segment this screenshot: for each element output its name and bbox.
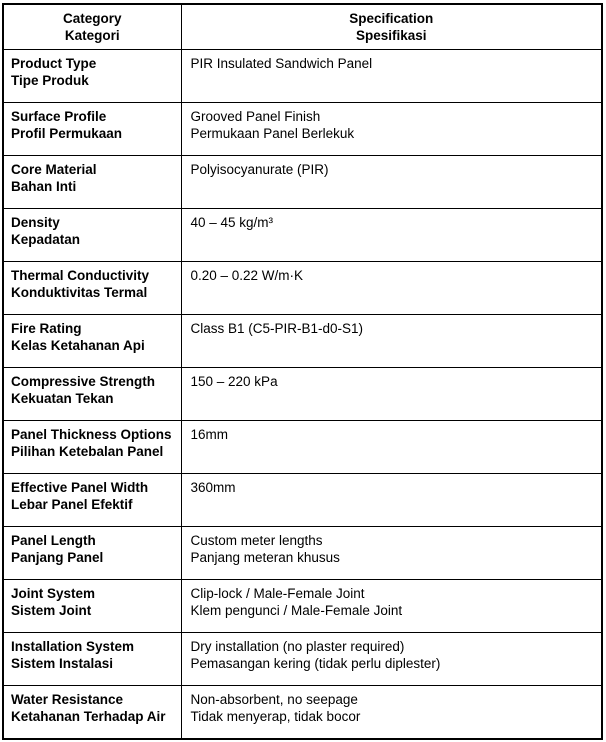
spec-line-1: PIR Insulated Sandwich Panel [190, 56, 373, 71]
category-label-en: Thermal Conductivity [11, 268, 150, 283]
spec-cell [181, 103, 602, 156]
category-cell [3, 262, 181, 315]
category-label-id: Profil Permukaan [11, 126, 123, 141]
table-row [3, 50, 602, 103]
spec-line-1: Class B1 (C5-PIR-B1-d0-S1) [190, 321, 364, 336]
category-label-id: Ketahanan Terhadap Air [11, 709, 166, 724]
category-label-en: Effective Panel Width [11, 480, 149, 495]
category-label-id: Tipe Produk [11, 73, 89, 88]
category-label-en: Density [11, 215, 60, 230]
spec-line-2: Pemasangan kering (tidak perlu diplester) [190, 656, 441, 671]
category-label-en: Panel Thickness Options [11, 427, 172, 442]
table-row [3, 527, 602, 580]
spec-line-1: Non-absorbent, no seepage [190, 692, 358, 707]
table-row [3, 633, 602, 686]
category-cell [3, 103, 181, 156]
category-label-id: Kelas Ketahanan Api [11, 338, 145, 353]
header-specification-en: Specification [349, 11, 434, 26]
category-label-id: Sistem Instalasi [11, 656, 114, 671]
category-cell [3, 50, 181, 103]
category-label-en: Core Material [11, 162, 97, 177]
spec-line-2: Tidak menyerap, tidak bocor [190, 709, 361, 724]
header-specification-cell [181, 4, 602, 50]
category-label-id: Kekuatan Tekan [11, 391, 114, 406]
category-label-en: Installation System [11, 639, 135, 654]
table-row [3, 686, 602, 740]
header-category-cell [3, 4, 181, 50]
table-row [3, 156, 602, 209]
category-label-en: Joint System [11, 586, 96, 601]
spec-line-1: Dry installation (no plaster required) [190, 639, 405, 654]
category-label-en: Compressive Strength [11, 374, 156, 389]
spec-cell [181, 527, 602, 580]
category-label-id: Pilihan Ketebalan Panel [11, 444, 164, 459]
spec-cell [181, 580, 602, 633]
spec-line-1: 360mm [190, 480, 236, 495]
header-category-en: Category [62, 11, 122, 26]
category-label-id: Sistem Joint [11, 603, 92, 618]
header-specification-id: Spesifikasi [355, 28, 427, 43]
table-row [3, 580, 602, 633]
spec-line-1: Polyisocyanurate (PIR) [190, 162, 329, 177]
table-row [3, 421, 602, 474]
spec-line-2: Klem pengunci / Male-Female Joint [190, 603, 403, 618]
category-label-id: Kepadatan [11, 232, 81, 247]
spec-cell [181, 368, 602, 421]
spec-cell [181, 50, 602, 103]
table-row [3, 315, 602, 368]
spec-table [2, 3, 603, 740]
spec-cell [181, 686, 602, 740]
spec-cell [181, 421, 602, 474]
spec-line-1: Custom meter lengths [190, 533, 323, 548]
category-label-en: Panel Length [11, 533, 96, 548]
category-cell [3, 686, 181, 740]
category-label-en: Fire Rating [11, 321, 82, 336]
spec-line-2: Panjang meteran khusus [190, 550, 340, 565]
spec-cell [181, 474, 602, 527]
category-cell [3, 474, 181, 527]
category-cell [3, 633, 181, 686]
category-label-id: Bahan Inti [11, 179, 77, 194]
table-body [3, 50, 602, 740]
category-cell [3, 156, 181, 209]
spec-line-1: 40 – 45 kg/m³ [190, 215, 274, 230]
spec-line-1: Grooved Panel Finish [190, 109, 321, 124]
spec-line-1: Clip-lock / Male-Female Joint [190, 586, 365, 601]
header-category-id: Kategori [64, 28, 120, 43]
table-row [3, 209, 602, 262]
spec-cell [181, 633, 602, 686]
table-row [3, 368, 602, 421]
spec-cell [181, 262, 602, 315]
category-cell [3, 368, 181, 421]
spec-cell [181, 209, 602, 262]
header-row [3, 4, 602, 50]
spec-line-1: 16mm [190, 427, 229, 442]
table-row [3, 262, 602, 315]
category-cell [3, 527, 181, 580]
category-label-en: Product Type [11, 56, 97, 71]
category-cell [3, 315, 181, 368]
category-label-en: Water Resistance [11, 692, 124, 707]
spec-line-1: 0.20 – 0.22 W/m·K [190, 268, 304, 283]
category-cell [3, 421, 181, 474]
category-label-en: Surface Profile [11, 109, 107, 124]
category-cell [3, 209, 181, 262]
table-row [3, 474, 602, 527]
spec-line-2: Permukaan Panel Berlekuk [190, 126, 355, 141]
spec-line-1: 150 – 220 kPa [190, 374, 278, 389]
category-label-id: Konduktivitas Termal [11, 285, 148, 300]
category-cell [3, 580, 181, 633]
table-row [3, 103, 602, 156]
category-label-id: Panjang Panel [11, 550, 104, 565]
spec-cell [181, 315, 602, 368]
category-label-id: Lebar Panel Efektif [11, 497, 133, 512]
spec-cell [181, 156, 602, 209]
